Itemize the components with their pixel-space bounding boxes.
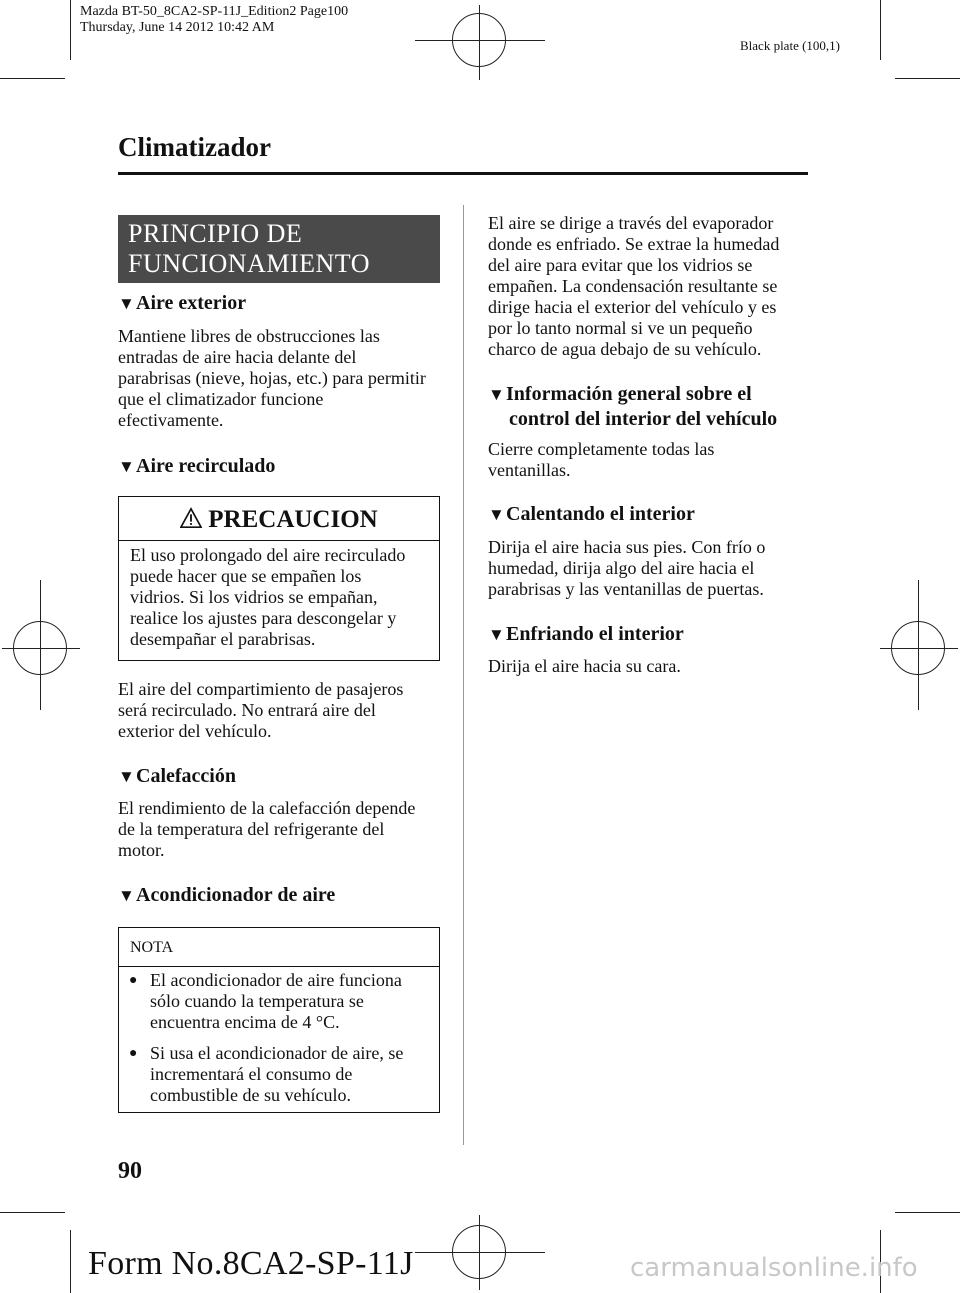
text-line: dirige hacia el exterior del vehículo y es xyxy=(488,297,777,317)
caution-text xyxy=(130,545,431,650)
registration-mark xyxy=(452,13,506,67)
caution-box xyxy=(118,496,440,661)
note-box xyxy=(118,927,440,1113)
text-line: realice los ajustes para descongelar y xyxy=(130,608,397,628)
heading-text: Calentando el interior xyxy=(506,503,695,525)
heading-heating-interior xyxy=(488,502,695,527)
triangle-bullet-icon: ▼ xyxy=(118,294,135,313)
text-line: Dirija el aire hacia sus pies. Con frío o xyxy=(488,537,766,557)
text-line: que el climatizador funcione xyxy=(118,389,324,409)
registration-mark xyxy=(891,621,945,675)
triangle-bullet-icon: ▼ xyxy=(488,505,505,524)
print-meta xyxy=(80,4,348,36)
text-line: humedad, dirija algo del aire hacia el xyxy=(488,558,755,578)
triangle-bullet-icon: ▼ xyxy=(118,767,135,786)
paragraph-evaporator xyxy=(488,213,779,360)
text-line: por lo tanto normal si ve un pequeño xyxy=(488,318,753,338)
crop-mark xyxy=(70,1230,71,1293)
heading-text: control del interior del vehículo xyxy=(509,408,778,430)
heading-air-conditioner xyxy=(118,883,335,908)
text-line: El aire del compartimiento de pasajeros xyxy=(118,679,404,699)
text-line: El rendimiento de la calefacción depende xyxy=(118,798,416,818)
crop-mark xyxy=(70,0,71,60)
crop-mark xyxy=(895,1212,960,1213)
paragraph-general-info xyxy=(488,439,714,481)
paragraph-cooling-interior xyxy=(488,656,681,677)
text-line: entradas de aire hacia delante del xyxy=(118,347,357,367)
triangle-bullet-icon: ▼ xyxy=(118,886,135,905)
text-line: incrementará el consumo de xyxy=(150,1064,353,1084)
print-meta-line2: Thursday, June 14 2012 10:42 AM xyxy=(80,20,275,35)
triangle-bullet-icon: ▼ xyxy=(488,385,505,404)
chapter-title: Climatizador xyxy=(118,132,271,162)
text-line: Cierre completamente todas las xyxy=(488,439,715,459)
paragraph-heating xyxy=(118,798,415,861)
warning-icon xyxy=(180,507,202,529)
text-line: de la temperatura del refrigerante del xyxy=(118,819,385,839)
heading-cooling-interior xyxy=(488,622,684,647)
print-meta-line1: Mazda BT-50_8CA2-SP-11J_Edition2 Page100 xyxy=(80,4,349,19)
text-line: donde es enfriado. Se extrae la humedad xyxy=(488,234,780,254)
text-line: El aire se dirige a través del evaporador xyxy=(488,213,774,233)
registration-mark xyxy=(13,621,67,675)
paragraph-recirculated-air xyxy=(118,679,403,742)
bullet-icon: ● xyxy=(129,973,138,988)
text-line: El acondicionador de aire funciona xyxy=(150,970,402,990)
paragraph-heating-interior xyxy=(488,537,765,600)
text-line: desempañar el parabrisas. xyxy=(130,629,316,649)
text-line: encuentra encima de 4 °C. xyxy=(150,1012,340,1032)
text-line: parabrisas y las ventanillas de puertas. xyxy=(488,579,764,599)
text-line: exterior del vehículo. xyxy=(118,721,272,741)
heading-heating xyxy=(118,764,236,789)
text-line: combustible de su vehículo. xyxy=(150,1085,351,1105)
text-line: Dirija el aire hacia su cara. xyxy=(488,656,681,676)
note-item-text xyxy=(150,1043,433,1106)
note-item xyxy=(129,1043,433,1107)
page-number: 90 xyxy=(118,1158,142,1184)
chapter-rule xyxy=(118,172,808,175)
form-number: Form No.8CA2-SP-11J xyxy=(88,1245,414,1282)
text-line: Mantiene libres de obstrucciones las xyxy=(118,326,380,346)
note-item-text xyxy=(150,970,433,1033)
triangle-bullet-icon: ▼ xyxy=(488,625,505,644)
watermark: carmanualsonline.info xyxy=(630,1253,918,1283)
plate-label: Black plate (100,1) xyxy=(740,38,840,53)
heading-text: Aire recirculado xyxy=(136,455,276,477)
caution-title: PRECAUCION xyxy=(208,506,378,533)
heading-outside-air xyxy=(118,291,246,316)
text-line: Si usa el acondicionador de aire, se xyxy=(150,1043,404,1063)
triangle-bullet-icon: ▼ xyxy=(118,457,135,476)
note-item xyxy=(129,970,433,1034)
section-banner xyxy=(118,215,440,283)
crop-mark xyxy=(895,78,960,79)
text-line: ventanillas. xyxy=(488,460,571,480)
section-banner-line1: PRINCIPIO DE xyxy=(128,219,303,248)
text-line: empañen. La condensación resultante se xyxy=(488,276,778,296)
section-banner-line2: FUNCIONAMIENTO xyxy=(128,249,370,278)
text-line: vidrios. Si los vidrios se empañan, xyxy=(130,587,378,607)
heading-text: Información general sobre el xyxy=(506,383,752,405)
heading-text: Calefacción xyxy=(136,765,236,787)
text-line: será recirculado. No entrará aire del xyxy=(118,700,376,720)
text-line: charco de agua debajo de su vehículo. xyxy=(488,339,762,359)
crop-mark xyxy=(0,78,65,79)
crop-mark xyxy=(880,0,881,60)
column-separator xyxy=(463,205,464,1145)
heading-text: Aire exterior xyxy=(136,292,247,314)
heading-text: Acondicionador de aire xyxy=(136,884,336,906)
heading-recirculated-air xyxy=(118,454,275,479)
registration-mark xyxy=(452,1225,506,1279)
text-line: efectivamente. xyxy=(118,410,224,430)
note-divider xyxy=(119,966,439,967)
heading-general-info xyxy=(488,382,777,431)
note-title: NOTA xyxy=(130,939,174,956)
caution-header xyxy=(119,497,439,541)
text-line: El uso prolongado del aire recirculado xyxy=(130,545,406,565)
text-line: puede hacer que se empañen los xyxy=(130,566,362,586)
text-line: del aire para evitar que los vidrios se xyxy=(488,255,753,275)
text-line: sólo cuando la temperatura se xyxy=(150,991,364,1011)
text-line: motor. xyxy=(118,840,165,860)
crop-mark xyxy=(0,1212,65,1213)
heading-text: Enfriando el interior xyxy=(506,623,684,645)
text-line: parabrisas (nieve, hojas, etc.) para permitir xyxy=(118,368,426,388)
bullet-icon: ● xyxy=(129,1046,138,1061)
paragraph-outside-air xyxy=(118,326,426,431)
